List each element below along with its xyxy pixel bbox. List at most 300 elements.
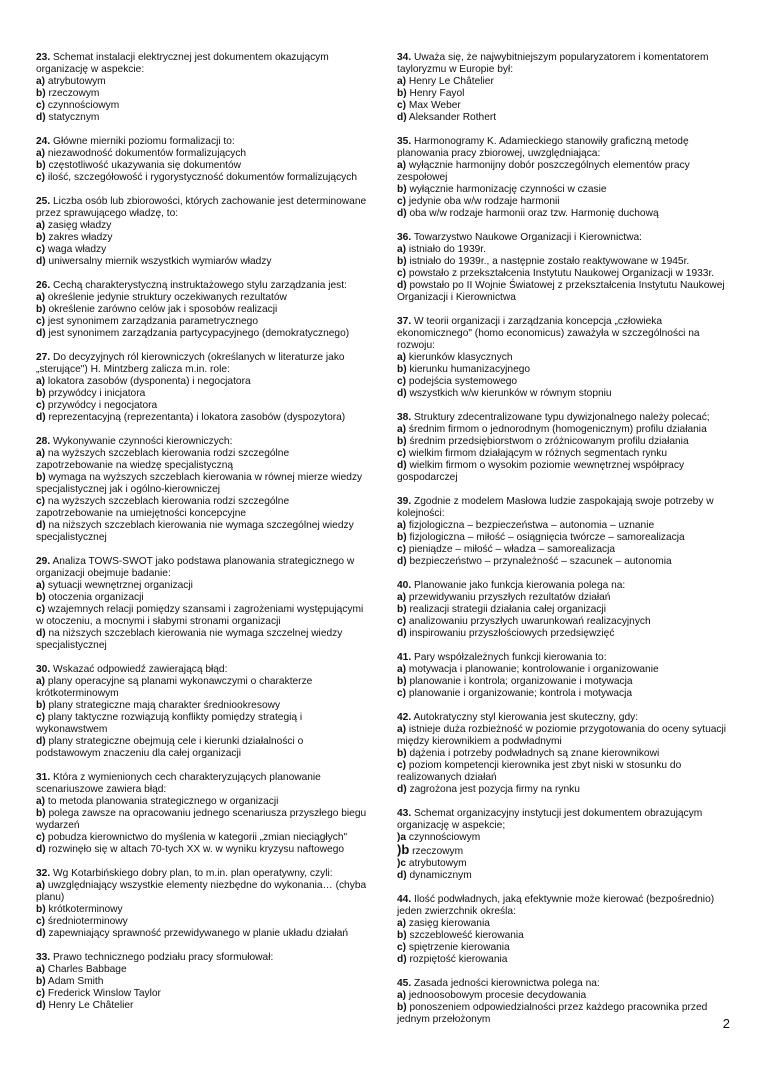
answer-option [36, 916, 368, 928]
question-number: 36. [397, 232, 412, 243]
option-letter: d) [397, 954, 407, 965]
answer-option [397, 184, 727, 196]
answer-option [36, 160, 368, 172]
question-block [397, 136, 727, 220]
option-text: istniało do 1939r. [408, 244, 486, 255]
option-letter: c) [36, 832, 46, 843]
option-text: wymaga na wyższych szczeblach kierowania w równej mierze wiedzy specjalistycznej jak i ogólno-kierowniczej [36, 472, 363, 495]
answer-option [397, 256, 727, 268]
question-number: 41. [397, 652, 412, 663]
option-text: średnioterminowy [47, 916, 128, 927]
question-text [397, 412, 727, 424]
option-letter: b) [36, 976, 46, 987]
answer-option [397, 628, 727, 640]
answer-option [397, 376, 727, 388]
question-stem: W teorii organizacji i zarządzania koncepcja „człowieka ekonomicznego" (homo economicus) zaważyła w szczególności na rozwoju: [397, 316, 700, 351]
answer-option [397, 100, 727, 112]
answer-option [36, 412, 368, 424]
option-letter: d) [36, 256, 46, 267]
option-letter: c) [36, 172, 46, 183]
option-text: wzajemnych relacji pomiędzy szansami i zagrożeniami występującymi w otoczeniu, a mocnymi i słabymi stronami organizacji [36, 604, 364, 627]
option-text: wielkim firmom działającym w różnych segmentach rynku [408, 448, 668, 459]
option-letter: a) [397, 76, 407, 87]
option-text: lokatora zasobów (dysponenta) i negocjatora [47, 376, 251, 387]
answer-option [36, 172, 368, 184]
option-letter: d) [397, 112, 407, 123]
option-text: reprezentacyjną (reprezentanta) i lokatora zasobów (dyspozytora) [48, 412, 346, 423]
option-letter: d) [397, 388, 407, 399]
option-letter: a) [397, 244, 407, 255]
answer-option [397, 616, 727, 628]
option-letter: d) [397, 628, 407, 639]
question-block [397, 316, 727, 400]
option-text: Charles Babbage [47, 964, 127, 975]
answer-option [397, 196, 727, 208]
option-letter: d) [397, 870, 407, 881]
question-stem: Która z wymienionych cech charakteryzujących planowanie scenariuszowe zawiera błąd: [36, 772, 321, 795]
option-letter: b) [36, 472, 46, 483]
answer-option [36, 520, 368, 544]
option-letter: d) [36, 628, 46, 639]
option-letter: b) [36, 232, 46, 243]
option-text: powstało po II Wojnie Światowej z przekształcenia Instytutu Naukowej Organizacji i Kierownictwa [397, 280, 725, 303]
option-text: Frederick Winslow Taylor [47, 988, 161, 999]
question-block [397, 808, 727, 882]
option-letter: b) [397, 88, 407, 99]
option-letter: d) [397, 556, 407, 567]
option-text: atrybutowym [47, 76, 106, 87]
option-text: istniało do 1939r., a następnie zostało reaktywowane w 1945r. [409, 256, 690, 267]
question-text [397, 712, 727, 724]
question-number: 31. [36, 772, 51, 783]
answer-option [36, 232, 368, 244]
question-text [36, 52, 368, 76]
question-block [397, 712, 727, 796]
answer-option [397, 436, 727, 448]
question-text [397, 808, 727, 832]
option-letter: a) [397, 918, 407, 929]
answer-option [36, 844, 368, 856]
option-text: sytuacji wewnętrznej organizacji [47, 580, 193, 591]
option-letter: b) [36, 160, 46, 171]
question-stem: Wskazać odpowiedź zawierającą błąd: [53, 664, 228, 675]
question-number: 42. [397, 712, 412, 723]
question-block [397, 580, 727, 640]
option-text: rozpiętość kierowania [409, 954, 508, 965]
option-text: niezawodność dokumentów formalizujących [47, 148, 247, 159]
question-text [36, 664, 368, 676]
option-text: ilość, szczegółowość i rygorystyczność dokumentów formalizujących [47, 172, 358, 183]
answer-option [397, 556, 727, 568]
question-stem: Struktury zdecentralizowane typu dywizjonalnego należy polecać; [414, 412, 710, 423]
answer-option [397, 942, 727, 954]
option-text: na wyższych szczeblach kierowania rodzi szczególne zapotrzebowanie na umiejętności koncepcyjne [36, 496, 290, 519]
question-number: 43. [397, 808, 412, 819]
answer-option [397, 520, 727, 532]
option-text: otoczenia organizacji [48, 592, 144, 603]
option-text: analizowaniu przyszłych uwarunkowań realizacyjnych [408, 616, 651, 627]
option-text: plany taktyczne rozwiązują konflikty pomiędzy strategią i wykonawstwem [36, 712, 303, 735]
answer-option [397, 112, 727, 124]
option-letter: c) [36, 244, 46, 255]
question-block [36, 52, 368, 124]
option-letter: b) [397, 748, 407, 759]
question-block [36, 280, 368, 340]
answer-option [397, 676, 727, 688]
option-text: wyłącznie harmonijny dobór poszczególnych elementów pracy zespołowej [397, 160, 690, 183]
option-text: przewidywaniu przyszłych rezultatów działań [408, 592, 611, 603]
option-text: Max Weber [408, 100, 461, 111]
option-letter: c) [36, 316, 46, 327]
answer-option [397, 544, 727, 556]
answer-option [397, 160, 727, 184]
question-text [36, 868, 368, 880]
answer-option [36, 448, 368, 472]
question-block [397, 894, 727, 966]
answer-option [36, 964, 368, 976]
question-block [36, 664, 368, 760]
option-letter: a) [397, 724, 407, 735]
option-letter: d) [397, 460, 407, 471]
answer-option [36, 376, 368, 388]
question-text [36, 436, 368, 448]
question-stem: Autokratyczny styl kierowania jest skuteczny, gdy: [413, 712, 639, 723]
question-text [397, 580, 727, 592]
question-block [36, 436, 368, 544]
answer-option [397, 930, 727, 942]
answer-option [397, 664, 727, 676]
option-text: to metoda planowania strategicznego w organizacji [47, 796, 279, 807]
answer-option [397, 592, 727, 604]
option-letter: c) [36, 604, 46, 615]
option-text: fizjologiczna – bezpieczeństwa – autonomia – uznanie [408, 520, 655, 531]
question-stem: Wykonywanie czynności kierowniczych: [53, 436, 233, 447]
option-text: zapewniający sprawność przewidywanego w planie układu działań [48, 928, 349, 939]
option-text: Aleksander Rothert [408, 112, 497, 123]
question-stem: Cechą charakterystyczną instruktażowego stylu zarządzania jest: [53, 280, 347, 291]
option-letter: c) [397, 544, 407, 555]
option-text: Henry Le Châtelier [408, 76, 494, 87]
answer-option [397, 990, 727, 1002]
option-text: spiętrzenie kierowania [408, 942, 510, 953]
answer-option [397, 88, 727, 100]
option-text: realizacji strategii działania całej organizacji [409, 604, 606, 615]
answer-option [36, 976, 368, 988]
option-letter: c) [397, 942, 407, 953]
option-letter: b) [397, 604, 407, 615]
answer-option [36, 796, 368, 808]
option-letter: d) [36, 412, 46, 423]
question-stem: Wg Kotarbińskiego dobry plan, to m.in. plan operatywny, czyli: [53, 868, 333, 879]
question-text [397, 978, 727, 990]
answer-option [36, 712, 368, 736]
question-text [397, 652, 727, 664]
question-number: 34. [397, 52, 412, 63]
answer-option [36, 808, 368, 832]
answer-option [36, 316, 368, 328]
option-letter: c) [397, 268, 407, 279]
answer-option [36, 988, 368, 1000]
answer-option [397, 268, 727, 280]
answer-option [36, 496, 368, 520]
option-letter: c) [397, 688, 407, 699]
answer-option [397, 604, 727, 616]
option-text: wyłącznie harmonizację czynności w czasie [409, 184, 607, 195]
option-letter: b) [397, 532, 407, 543]
question-text [36, 280, 368, 292]
option-text: oba w/w rodzaje harmonii oraz tzw. Harmonię duchową [409, 208, 659, 219]
option-text: określenie jedynie struktury oczekiwanych rezultatów [47, 292, 287, 303]
option-letter: a) [36, 580, 46, 591]
answer-option [36, 904, 368, 916]
question-stem: Zgodnie z modelem Masłowa ludzie zaspokajają swoje potrzeby w kolejności: [397, 496, 714, 519]
question-text [397, 52, 727, 76]
option-letter: c) [36, 496, 46, 507]
option-text: ponoszeniem odpowiedzialności przez każdego pracownika przed jednym przełożonym [397, 1002, 708, 1025]
question-stem: Ilość podwładnych, jaką efektywnie może kierować (bezpośrednio) jeden zwierzchnik określa: [397, 894, 715, 917]
option-text: jednoosobowym procesie decydowania [408, 990, 587, 1001]
answer-option [36, 604, 368, 628]
option-letter: c) [36, 916, 46, 927]
question-block [36, 868, 368, 940]
option-text: polega zawsze na opracowaniu jednego scenariusza przyszłego biegu wydarzeń [36, 808, 367, 831]
option-text: dynamicznym [409, 870, 472, 881]
answer-option [36, 292, 368, 304]
question-text [36, 556, 368, 580]
option-text: powstało z przekształcenia Instytutu Naukowej Organizacji w 1933r. [408, 268, 715, 279]
question-stem: Towarzystwo Naukowe Organizacji i Kierownictwa: [413, 232, 642, 243]
question-stem: Zasada jedności kierownictwa polega na: [414, 978, 600, 989]
question-number: 37. [397, 316, 412, 327]
answer-option [36, 304, 368, 316]
option-letter: d) [397, 208, 407, 219]
option-text: zakres władzy [48, 232, 113, 243]
question-stem: Główne mierniki poziomu formalizacji to: [53, 136, 235, 147]
option-letter: d) [36, 112, 46, 123]
option-letter: a) [397, 352, 407, 363]
option-text: uwzględniający wszystkie elementy niezbędne do wykonania… (chyba planu) [36, 880, 367, 903]
question-stem: Uważa się, że najwybitniejszym popularyzatorem i komentatorem tayloryzmu w Europie był: [397, 52, 709, 75]
question-block [36, 136, 368, 184]
answer-option [36, 592, 368, 604]
option-letter: b) [397, 436, 407, 447]
option-text: na niższych szczeblach kierowania nie wymaga szczelnej wiedzy specjalistycznej [36, 628, 343, 651]
answer-option [397, 748, 727, 760]
option-text: zagrożona jest pozycja firmy na rynku [409, 784, 580, 795]
question-stem: Schemat organizacyjny instytucji jest dokumentem obrazującym organizację w aspekcie; [397, 808, 703, 831]
option-letter: a) [36, 880, 46, 891]
question-text [397, 136, 727, 160]
question-text [397, 496, 727, 520]
answer-option [36, 112, 368, 124]
question-block [36, 196, 368, 268]
question-block [36, 952, 368, 1012]
answer-option [36, 88, 368, 100]
question-stem: Planowanie jako funkcja kierowania polega na: [414, 580, 626, 591]
option-text: statycznym [48, 112, 100, 123]
option-letter: a) [36, 148, 46, 159]
option-letter: )c [397, 858, 407, 869]
option-text: atrybutowym [408, 858, 467, 869]
option-text: rzeczowym [412, 846, 464, 857]
option-text: poziom kompetencji kierownika jest zbyt niski w stosunku do realizowanych działań [397, 760, 682, 783]
question-number: 45. [397, 978, 412, 989]
option-letter: b) [397, 364, 407, 375]
question-number: 32. [36, 868, 51, 879]
option-text: Adam Smith [47, 976, 104, 987]
answer-option [36, 832, 368, 844]
option-text: uniwersalny miernik wszystkich wymiarów władzy [48, 256, 272, 267]
option-letter: d) [36, 928, 46, 939]
left-column [36, 52, 368, 1024]
option-text: podejścia systemowego [408, 376, 518, 387]
option-letter: c) [36, 400, 46, 411]
question-block [397, 496, 727, 568]
question-text [397, 232, 727, 244]
answer-option [36, 388, 368, 400]
option-text: plany strategiczne mają charakter średniookresowy [48, 700, 281, 711]
question-number: 28. [36, 436, 51, 447]
option-letter: c) [397, 196, 407, 207]
answer-option [36, 148, 368, 160]
option-letter: a) [36, 448, 46, 459]
question-text [397, 316, 727, 352]
answer-option [397, 870, 727, 882]
option-letter: c) [36, 988, 46, 999]
question-number: 25. [36, 196, 51, 207]
question-block [397, 652, 727, 700]
right-column [397, 52, 727, 1038]
option-letter: a) [36, 676, 46, 687]
answer-option [36, 328, 368, 340]
option-text: motywacja i planowanie; kontrolowanie i organizowanie [408, 664, 659, 675]
answer-option [397, 280, 727, 304]
option-text: waga władzy [47, 244, 107, 255]
answer-option [397, 688, 727, 700]
answer-option [397, 724, 727, 748]
option-text: Henry Le Châtelier [48, 1000, 134, 1011]
option-text: rozwinęło się w altach 70-tych XX w. w wyniku kryzysu naftowego [48, 844, 345, 855]
option-text: zasięg władzy [47, 220, 112, 231]
option-text: kierunków klasycznych [408, 352, 513, 363]
question-number: 24. [36, 136, 51, 147]
option-text: czynnościowym [47, 100, 120, 111]
answer-option [397, 858, 727, 870]
option-letter: b) [36, 88, 46, 99]
option-text: na niższych szczeblach kierowania nie wymaga szczególnej wiedzy specjalistycznej [36, 520, 354, 543]
option-letter: b) [36, 904, 46, 915]
option-letter: b) [397, 184, 407, 195]
option-letter: b) [36, 388, 46, 399]
option-text: plany operacyjne są planami wykonawczymi o charakterze krótkoterminowym [36, 676, 313, 699]
option-letter: d) [36, 1000, 46, 1011]
answer-option [36, 880, 368, 904]
option-text: szczebloweść kierowania [409, 930, 524, 941]
question-block [36, 352, 368, 424]
option-text: rzeczowym [48, 88, 100, 99]
question-number: 40. [397, 580, 412, 591]
answer-option [397, 424, 727, 436]
option-letter: a) [36, 964, 46, 975]
option-text: częstotliwość ukazywania się dokumentów [48, 160, 241, 171]
answer-option [36, 700, 368, 712]
option-letter: b) [36, 592, 46, 603]
question-number: 39. [397, 496, 412, 507]
question-text [36, 952, 368, 964]
option-text: istnieje duża rozbieżność w poziomie przygotowania do oceny sytuacji między kierownikiem a podwładnymi [397, 724, 727, 747]
answer-option [36, 220, 368, 232]
answer-option [36, 676, 368, 700]
answer-option [36, 256, 368, 268]
option-text: średnim przedsiębiorstwom o zróżnicowanym profilu działania [409, 436, 689, 447]
option-text: dążenia i potrzeby podwładnych są znane kierownikowi [409, 748, 660, 759]
option-letter: a) [36, 76, 46, 87]
question-number: 35. [397, 136, 412, 147]
option-letter: c) [36, 712, 46, 723]
option-letter: b) [36, 808, 46, 819]
answer-option [36, 400, 368, 412]
question-number: 23. [36, 52, 51, 63]
option-letter: b) [397, 256, 407, 267]
question-stem: Pary współzależnych funkcji kierowania to: [414, 652, 607, 663]
question-number: 27. [36, 352, 51, 363]
option-letter: a) [397, 664, 407, 675]
option-text: krótkoterminowy [48, 904, 123, 915]
option-letter: )b [397, 842, 410, 857]
option-text: wielkim firmom o wysokim poziomie wewnętrznej współpracy gospodarczej [397, 460, 685, 483]
answer-option [397, 784, 727, 796]
option-letter: b) [36, 304, 46, 315]
question-block [397, 978, 727, 1026]
option-letter: a) [397, 424, 407, 435]
answer-option [36, 628, 368, 652]
option-letter: c) [397, 616, 407, 627]
question-stem: Do decyzyjnych ról kierowniczych (określanych w literaturze jako „sterujące") H. Mintzberg zalicza m.in. role: [36, 352, 345, 375]
question-number: 44. [397, 894, 412, 905]
answer-option [397, 208, 727, 220]
option-letter: c) [397, 376, 407, 387]
option-text: inspirowaniu przyszłościowych przedsięwzięć [409, 628, 615, 639]
option-text: jedynie oba w/w rodzaje harmonii [408, 196, 560, 207]
question-text [36, 352, 368, 376]
question-text [397, 894, 727, 918]
option-letter: b) [397, 930, 407, 941]
option-letter: b) [397, 1002, 407, 1013]
option-text: fizjologiczna – miłość – osiągnięcia twórcze – samorealizacja [409, 532, 685, 543]
option-letter: d) [36, 328, 46, 339]
option-letter: c) [397, 760, 407, 771]
option-text: planowanie i organizowanie; kontrola i motywacja [408, 688, 633, 699]
question-text [36, 772, 368, 796]
question-block [397, 232, 727, 304]
question-number: 29. [36, 556, 51, 567]
question-number: 38. [397, 412, 412, 423]
option-letter: c) [397, 448, 407, 459]
answer-option [397, 448, 727, 460]
answer-option [397, 352, 727, 364]
option-text: jest synonimem zarządzania parametrycznego [47, 316, 258, 327]
answer-option [36, 244, 368, 256]
option-letter: d) [36, 520, 46, 531]
option-text: zasięg kierowania [408, 918, 490, 929]
answer-option [397, 364, 727, 376]
page-number: 2 [722, 1016, 730, 1031]
answer-option [397, 844, 727, 858]
answer-option [397, 388, 727, 400]
option-letter: a) [397, 990, 407, 1001]
option-text: bezpieczeństwo – przynależność – szacunek – autonomia [409, 556, 672, 567]
option-letter: a) [36, 376, 46, 387]
